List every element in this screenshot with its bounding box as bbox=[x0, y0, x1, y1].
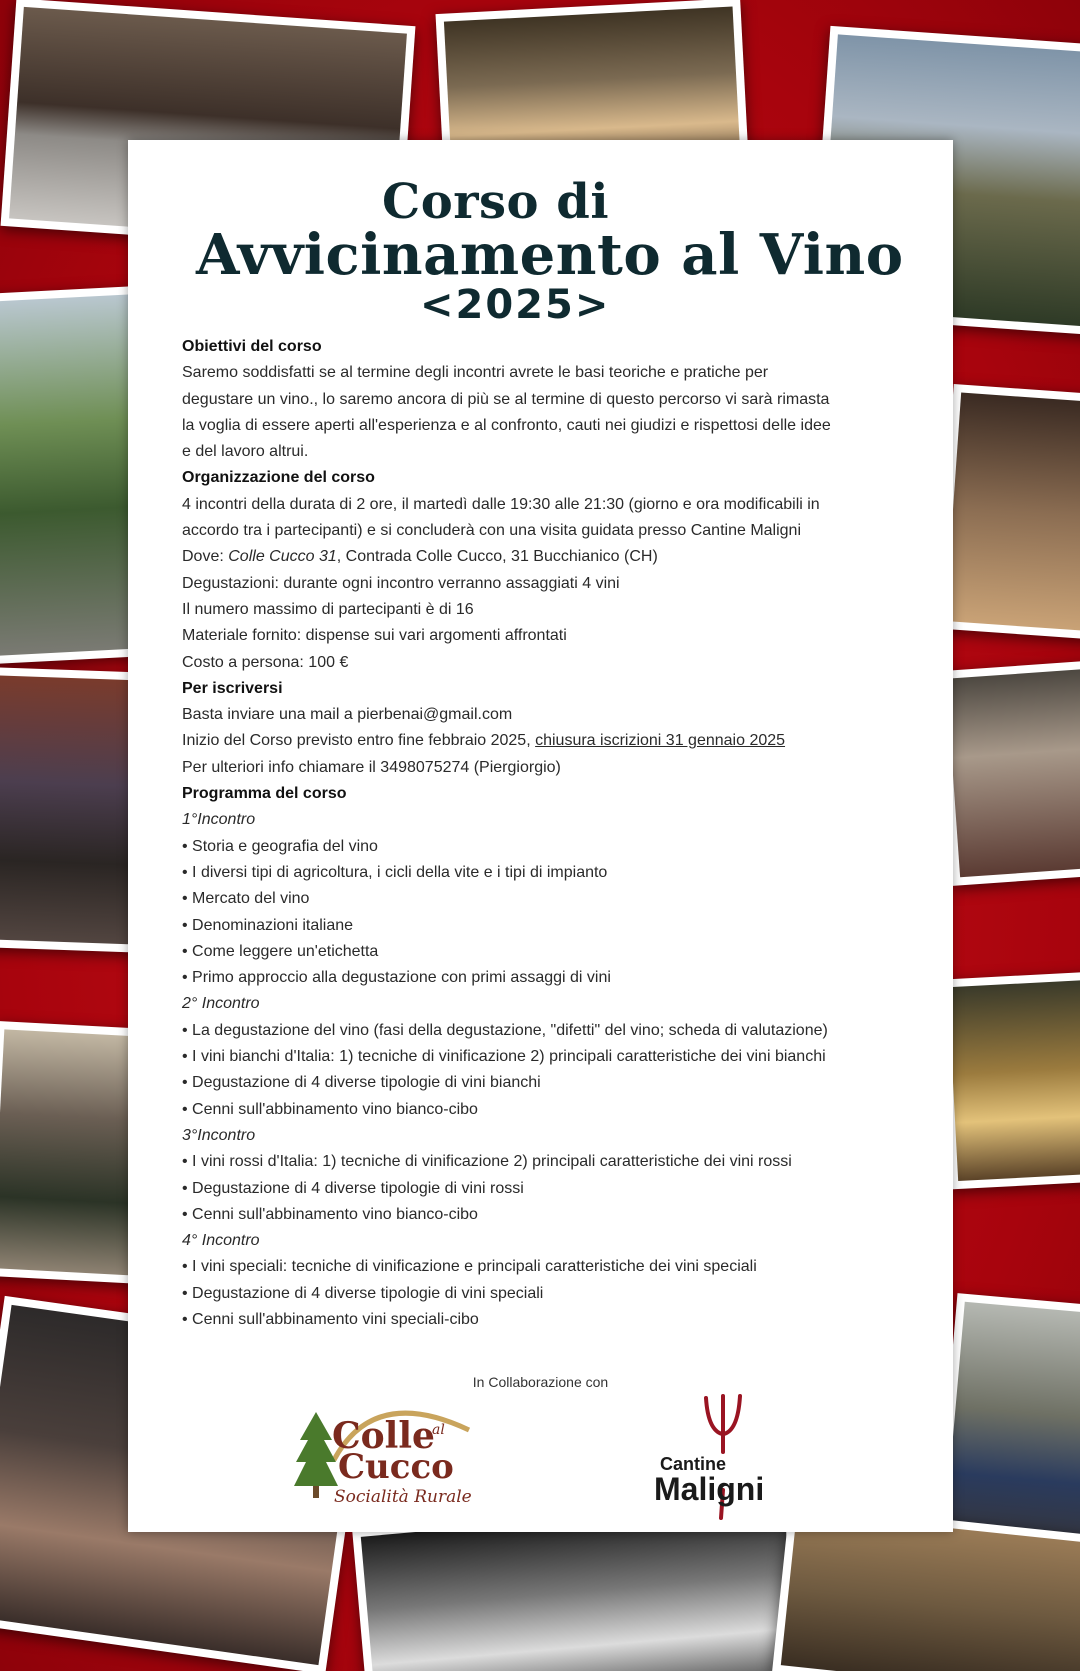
course-card bbox=[128, 140, 953, 1532]
colle-cucco-logo bbox=[294, 1390, 484, 1520]
deadline-text: chiusura iscrizioni 31 gennaio 2025 bbox=[535, 732, 786, 750]
incontro-1-label: 1°Incontro bbox=[182, 811, 256, 829]
organizzazione-text: accordo tra i partecipanti) e si concluderà con una visita guidata presso Cantine Maligni bbox=[182, 522, 802, 540]
tastings-line: Degustazioni: durante ogni incontro verranno assaggiati 4 vini bbox=[182, 574, 620, 592]
list-item: • Cenni sull'abbinamento vino bianco-cibo bbox=[182, 1100, 478, 1118]
list-item: • Denominazioni italiane bbox=[182, 916, 354, 934]
list-item: • Primo approccio alla degustazione con primi assaggi di vini bbox=[182, 969, 611, 987]
course-body bbox=[182, 334, 912, 1333]
organizzazione-text: 4 incontri della durata di 2 ore, il martedì dalle 19:30 alle 21:30 (giorno e ora modificabili in bbox=[182, 495, 820, 513]
heading-organizzazione: Organizzazione del corso bbox=[182, 469, 375, 487]
title-line-2: Avvicinamento al Vino bbox=[196, 222, 904, 288]
list-item: • Cenni sull'abbinamento vino bianco-cibo bbox=[182, 1205, 478, 1223]
list-item: • Storia e geografia del vino bbox=[182, 837, 378, 855]
participants-line: Il numero massimo di partecipanti è di 16 bbox=[182, 600, 474, 618]
incontro-2-label: 2° Incontro bbox=[182, 995, 260, 1013]
collab-label: In Collaborazione con bbox=[472, 1374, 609, 1390]
heading-obiettivi: Obiettivi del corso bbox=[182, 338, 322, 355]
list-item: • I vini rossi d'Italia: 1) tecniche di vinificazione 2) principali caratteristiche dei vini rossi bbox=[182, 1153, 792, 1171]
heading-programma: Programma del corso bbox=[182, 785, 347, 803]
obiettivi-text: Saremo soddisfatti se al termine degli incontri avrete le basi teoriche e pratiche per bbox=[182, 364, 769, 382]
logo-text-colle: Colle bbox=[332, 1415, 435, 1457]
title-year: <2025> bbox=[420, 282, 611, 328]
list-item: • Degustazione di 4 diverse tipologie di vini rossi bbox=[182, 1179, 524, 1197]
obiettivi-text: degustare un vino., lo saremo ancora di più se al termine di questo percorso vi sarà rimasta bbox=[182, 390, 830, 408]
phone-line: Per ulteriori info chiamare il 3498075274 (Piergiorgio) bbox=[182, 758, 561, 776]
list-item: • Degustazione di 4 diverse tipologie di vini bianchi bbox=[182, 1074, 541, 1092]
list-item: • I diversi tipi di agricoltura, i cicli della vite e i tipi di impianto bbox=[182, 863, 608, 881]
incontro-4-label: 4° Incontro bbox=[182, 1232, 260, 1250]
obiettivi-text: la voglia di essere aperti all'esperienza e al confronto, cauti nei giudizi e rispettosi delle idee bbox=[182, 416, 831, 434]
location-line bbox=[182, 544, 912, 570]
location-address: , Contrada Colle Cucco, 31 Bucchianico (CH) bbox=[336, 548, 658, 566]
cost-line: Costo a persona: 100 € bbox=[182, 653, 349, 671]
title-line-1: Corso di bbox=[382, 174, 610, 230]
email-line: Basta inviare una mail a pierbenai@gmail.com bbox=[182, 706, 513, 724]
logo-tagline: Socialità Rurale bbox=[334, 1487, 472, 1507]
list-item: • I vini speciali: tecniche di vinificazione e principali caratteristiche dei vini speciali bbox=[182, 1258, 757, 1276]
location-place: Colle Cucco 31 bbox=[228, 548, 337, 566]
cantine-maligni-logo bbox=[648, 1390, 788, 1525]
logo-text-cantine: Cantine bbox=[660, 1454, 727, 1474]
logo-text-al: al bbox=[432, 1422, 445, 1438]
materials-line: Materiale fornito: dispense sui vari argomenti affrontati bbox=[182, 627, 567, 645]
list-item: • Cenni sull'abbinamento vini speciali-cibo bbox=[182, 1310, 479, 1328]
list-item: • La degustazione del vino (fasi della degustazione, "difetti" del vino; scheda di valutazione) bbox=[182, 1021, 828, 1039]
list-item: • Mercato del vino bbox=[182, 890, 310, 908]
list-item: • I vini bianchi d'Italia: 1) tecniche di vinificazione 2) principali caratteristiche dei vini bianchi bbox=[182, 1048, 826, 1066]
start-text: Inizio del Corso previsto entro fine febbraio 2025, bbox=[182, 732, 536, 750]
photo-evening-group bbox=[940, 971, 1080, 1190]
logo-text-cucco: Cucco bbox=[338, 1447, 454, 1487]
obiettivi-text: e del lavoro altrui. bbox=[182, 443, 309, 461]
location-label: Dove: bbox=[182, 548, 229, 566]
photo-group-toast bbox=[938, 659, 1080, 886]
logo-text-maligni: Maligni bbox=[654, 1471, 765, 1507]
heading-iscrizione: Per iscriversi bbox=[182, 679, 283, 697]
photo-class-table bbox=[937, 384, 1080, 641]
list-item: • Come leggere un'etichetta bbox=[182, 942, 379, 960]
start-line bbox=[182, 728, 912, 754]
list-item: • Degustazione di 4 diverse tipologie di vini speciali bbox=[182, 1284, 544, 1302]
incontro-3-label: 3°Incontro bbox=[182, 1126, 256, 1144]
